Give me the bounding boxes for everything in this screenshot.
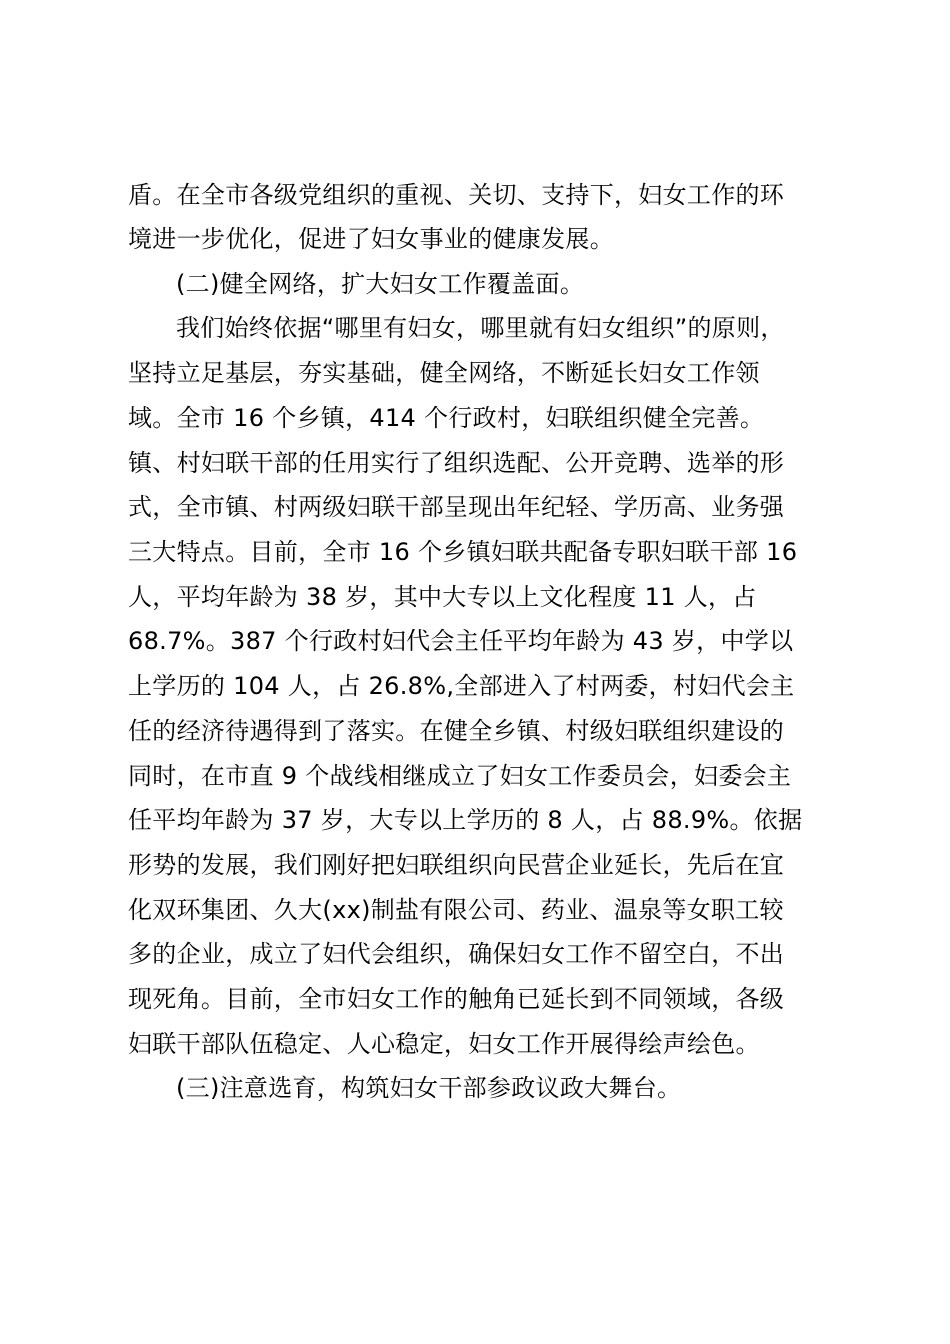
text-line: 现死角。目前，全市妇女工作的触角已延长到不同领域，各级	[128, 985, 785, 1013]
text-line: 我们始终依据“哪里有妇女，哪里就有妇女组织”的原则，	[176, 314, 785, 342]
text-line: 域。全市 16 个乡镇，414 个行政村，妇联组织健全完善。	[128, 404, 765, 432]
section-heading: (二)健全网络，扩大妇女工作覆盖面。	[176, 270, 585, 298]
text-line: 妇联干部队伍稳定、人心稳定，妇女工作开展得绘声绘色。	[128, 1030, 760, 1058]
text-line: 人，平均年龄为 38 岁，其中大专以上文化程度 11 人，占	[128, 583, 757, 611]
section-heading: (三)注意选育，构筑妇女干部参政议政大舞台。	[176, 1074, 682, 1102]
text-line: 68.7%。387 个行政村妇代会主任平均年龄为 43 岁，中学以	[128, 627, 794, 655]
text-line: 盾。在全市各级党组织的重视、关切、支持下，妇女工作的环	[128, 181, 785, 209]
text-line: 化双环集团、久大(xx)制盐有限公司、药业、温泉等女职工较	[128, 896, 784, 924]
text-line: 坚持立足基层，夯实基础，健全网络，不断延长妇女工作领	[128, 359, 760, 387]
text-line: 任平均年龄为 37 岁，大专以上学历的 8 人，占 88.9%。依据	[128, 806, 803, 834]
text-line: 三大特点。目前，全市 16 个乡镇妇联共配备专职妇联干部 16	[128, 538, 798, 566]
text-line: 多的企业，成立了妇代会组织，确保妇女工作不留空白，不出	[128, 940, 785, 968]
text-line: 形势的发展，我们刚好把妇联组织向民营企业延长，先后在宜	[128, 851, 785, 879]
text-line: 上学历的 104 人，占 26.8%,全部进入了村两委，村妇代会主	[128, 672, 795, 700]
text-line: 境进一步优化，促进了妇女事业的健康发展。	[128, 225, 614, 253]
text-line: 镇、村妇联干部的任用实行了组织选配、公开竞聘、选举的形	[128, 449, 785, 477]
text-line: 同时，在市直 9 个战线相继成立了妇女工作委员会，妇委会主	[128, 762, 792, 790]
text-line: 任的经济待遇得到了落实。在健全乡镇、村级妇联组织建设的	[128, 717, 785, 745]
text-line: 式，全市镇、村两级妇联干部呈现出年纪轻、学历高、业务强	[128, 493, 785, 521]
